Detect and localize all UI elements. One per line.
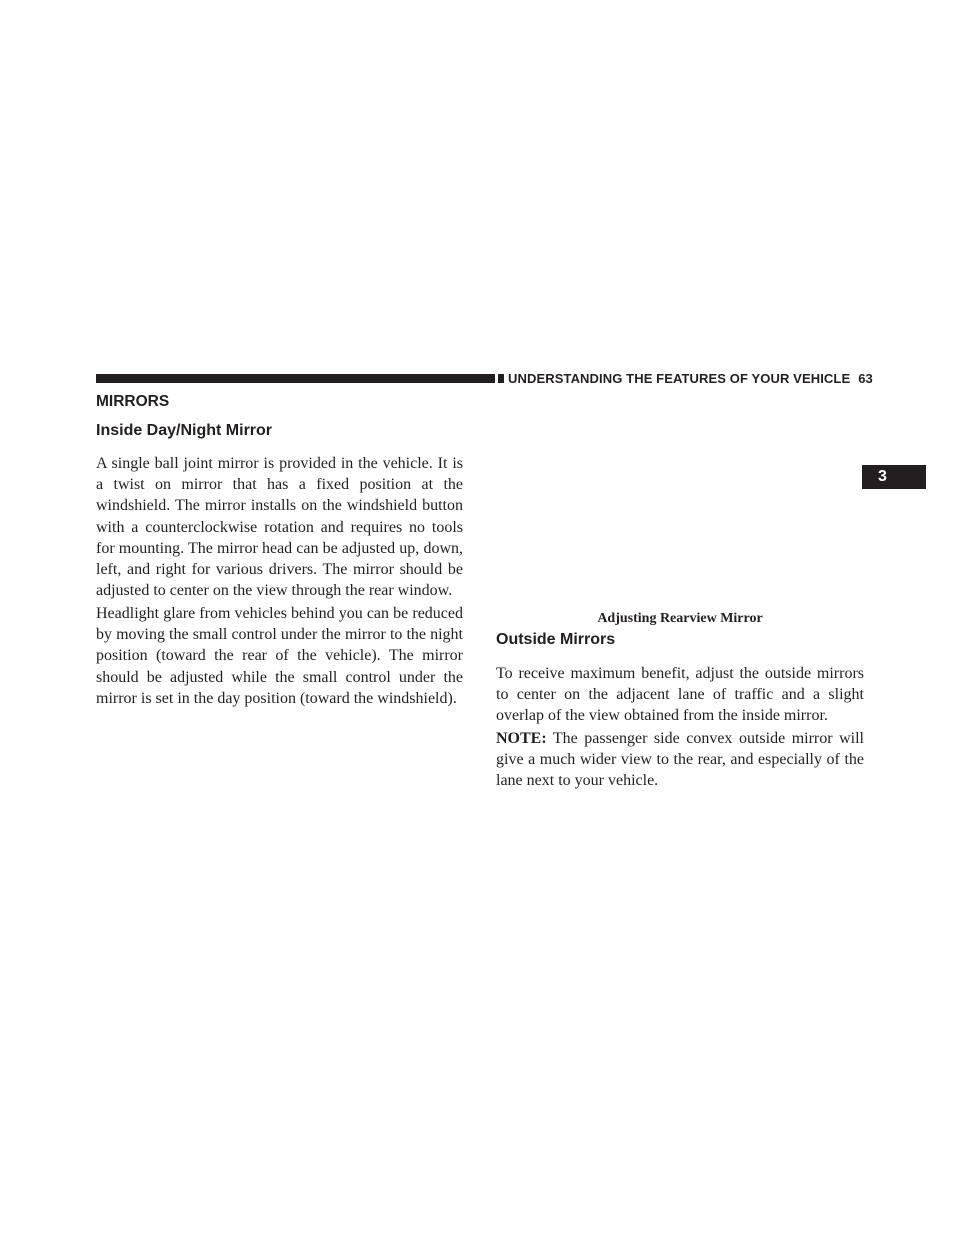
note-label: NOTE:: [496, 730, 547, 747]
inside-mirror-paragraph-1: A single ball joint mirror is provided in the vehicle. It is a twist on mirror that has a fixed position at the windshield. The mirror installs on the windshield button with a counterclockwise rotation and requires no tools for mounting. The mirror head can be adjusted up, down, left, and right for various drivers. The mirror should be adjusted to center on the view through the rear window.: [96, 455, 463, 600]
header-rule-segment: [498, 374, 504, 383]
inside-mirror-heading: Inside Day/Night Mirror: [96, 422, 273, 439]
section-title: MIRRORS: [96, 393, 170, 410]
running-header: [508, 370, 873, 388]
header-rule: [96, 374, 495, 383]
outside-mirrors-paragraph: To receive maximum benefit, adjust the outside mirrors to center on the adjacent lane of traffic and a slight overlap of the view obtained from the inside mirror.: [496, 665, 864, 725]
outside-mirrors-heading: Outside Mirrors: [496, 631, 616, 648]
inside-mirror-paragraph-2: Headlight glare from vehicles behind you can be reduced by moving the small control under the mirror to the night position (toward the rear of the vehicle). The mirror should be adjusted while the small control under the mirror is set in the day position (toward the windshield).: [96, 605, 463, 707]
page-number: 63: [858, 371, 873, 386]
note-paragraph: [496, 728, 864, 792]
running-title: UNDERSTANDING THE FEATURES OF YOUR VEHICLE: [508, 371, 851, 386]
section-tab: 3: [862, 465, 926, 489]
note-text: The passenger side convex outside mirror will give a much wider view to the rear, and especially of the lane next to your vehicle.: [496, 730, 864, 790]
figure-caption: Adjusting Rearview Mirror: [597, 611, 763, 626]
rearview-mirror-figure: [496, 398, 864, 606]
